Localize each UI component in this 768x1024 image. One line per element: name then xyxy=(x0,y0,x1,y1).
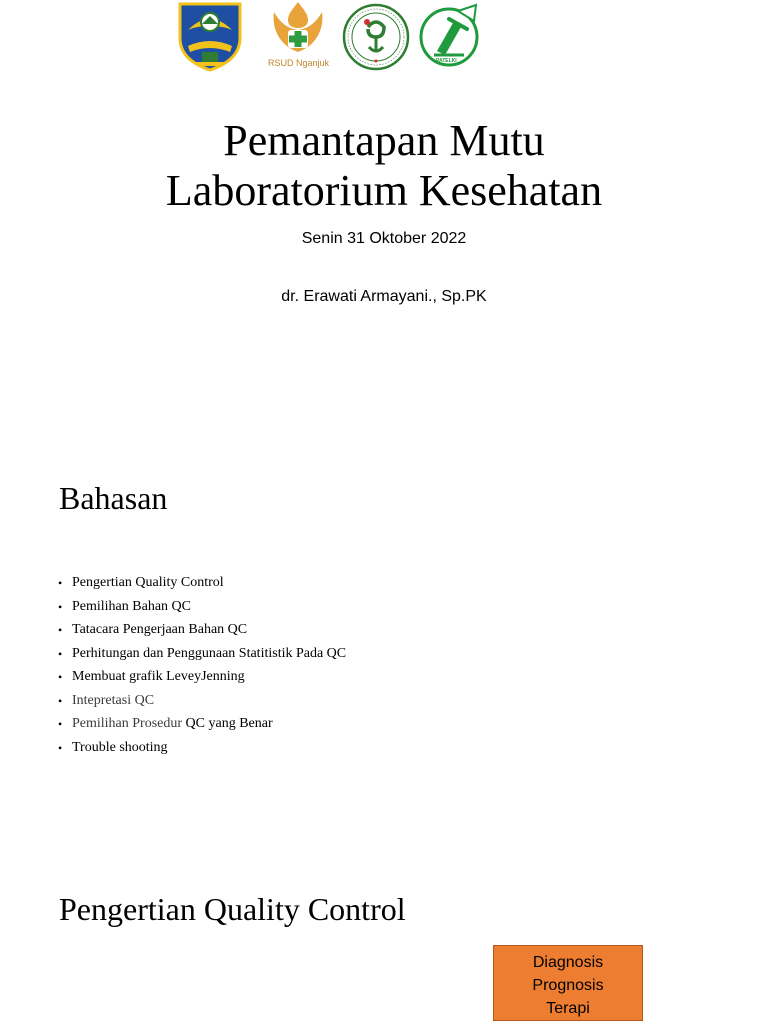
list-item: • Pemilihan Bahan QC xyxy=(58,598,191,614)
box-line: Terapi xyxy=(546,1000,590,1017)
slide-title xyxy=(0,116,768,216)
patelki-label: PATELKI xyxy=(436,58,457,64)
pengertian-heading: Pengertian Quality Control xyxy=(59,891,406,927)
bahasan-list xyxy=(58,574,346,762)
logo-row xyxy=(172,0,492,76)
presentation-date: Senin 31 Oktober 2022 xyxy=(301,230,467,247)
box-line: Diagnosis xyxy=(532,954,604,971)
bullet-icon: • xyxy=(58,599,63,614)
list-item: • Intepretasi QC xyxy=(58,692,155,708)
slide-title-line-2: Laboratorium Kesehatan xyxy=(165,166,603,215)
bullet-icon: • xyxy=(58,693,63,708)
rsud-nganjuk-label: RSUD Nganjuk xyxy=(268,58,330,68)
presenter-name: dr. Erawati Armayani., Sp.PK xyxy=(281,288,487,305)
bullet-icon: • xyxy=(58,646,63,661)
round-association-seal-icon xyxy=(342,3,410,71)
list-item: • Perhitungan dan Penggunaan Statitistik Pada QC xyxy=(58,645,347,661)
bullet-icon: • xyxy=(58,623,63,637)
kabupaten-nganjuk-crest-icon xyxy=(174,0,246,72)
bullet-icon: • xyxy=(58,740,63,755)
diagnosis-box xyxy=(493,945,643,1021)
list-item: • Pengertian Quality Control xyxy=(58,575,224,590)
list-item: • Pemilihan Prosedur QC yang Benar xyxy=(58,716,273,731)
bahasan-heading: Bahasan xyxy=(59,480,168,516)
list-item: • Membuat grafik LeveyJenning xyxy=(58,669,245,684)
box-line: Prognosis xyxy=(532,977,604,994)
bullet-icon: • xyxy=(58,670,63,684)
slide-title-line-1: Pemantapan Mutu xyxy=(223,116,545,165)
bullet-icon: • xyxy=(58,717,63,731)
bullet-icon: • xyxy=(58,576,63,590)
list-item: • Trouble shooting xyxy=(58,739,168,755)
rsud-nganjuk-logo-icon xyxy=(266,0,330,58)
list-item: • Tatacara Pengerjaan Bahan QC xyxy=(58,622,248,637)
